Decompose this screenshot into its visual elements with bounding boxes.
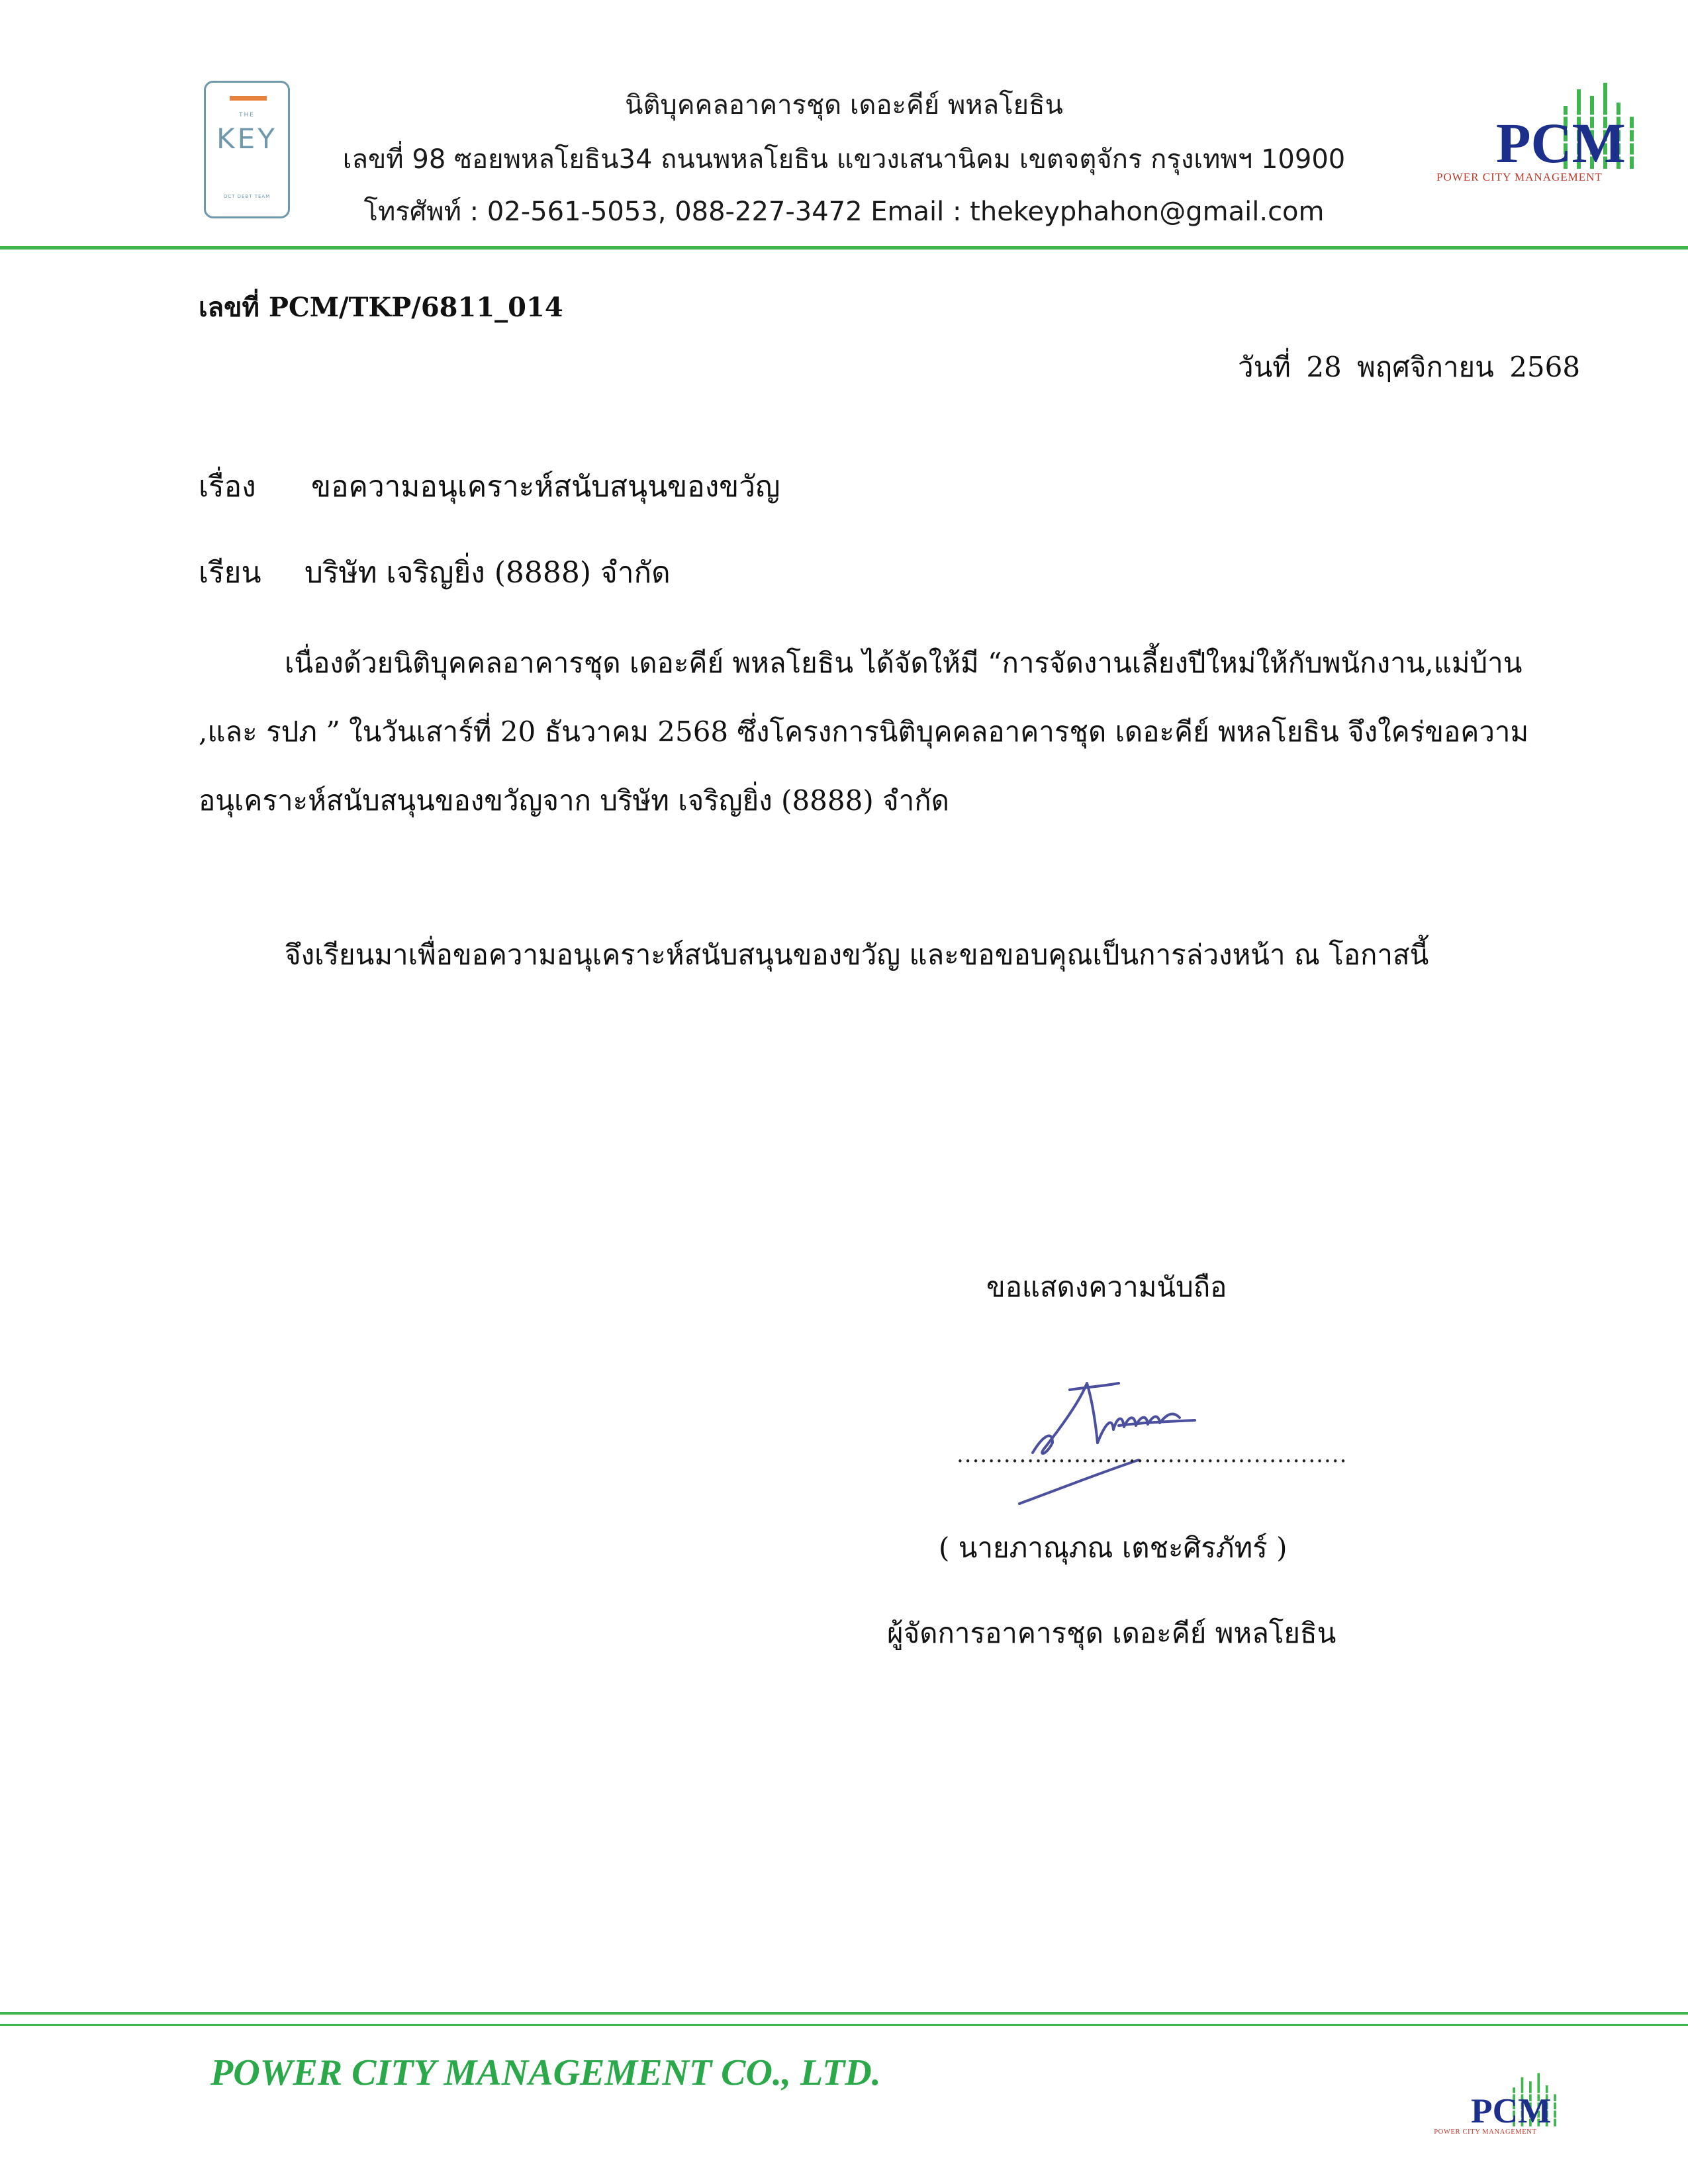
logo-key-text: KEY bbox=[216, 122, 277, 155]
footer-pcm-logo bbox=[1430, 2065, 1566, 2139]
footer-pcm-logo-mark: PCM bbox=[1471, 2090, 1552, 2130]
regards-text: ขอแสดงความนับถือ bbox=[986, 1271, 1227, 1303]
footer-divider-top bbox=[0, 2012, 1688, 2015]
signer-position: ผู้จัดการอาคารชุด เดอะคีย์ พหลโยธิน bbox=[887, 1617, 1336, 1649]
recipient-label: เรียน bbox=[199, 556, 261, 590]
pcm-logo bbox=[1430, 69, 1648, 189]
header-contact: โทรศัพท์ : 02-561-5053, 088-227-3472 Email : thekeyphahon@gmail.com bbox=[363, 197, 1325, 227]
logo-sub-text: OCT DEBT TEAM bbox=[223, 194, 271, 199]
pcm-logo-tagline: POWER CITY MANAGEMENT bbox=[1436, 171, 1603, 183]
subject-text: ขอความอนุเคราะห์สนับสนุนของขวัญ bbox=[311, 470, 780, 504]
signer-name: ( นายภาณุภณ เตชะศิรภัทร์ ) bbox=[939, 1531, 1288, 1564]
footer-company-name: POWER CITY MANAGEMENT CO., LTD. bbox=[211, 2052, 881, 2093]
body-line-2: ,และ รปภ ” ในวันเสาร์ที่ 20 ธันวาคม 2568 ซึ่งโครงการนิติบุคคลอาคารชุด เดอะคีย์ พหลโยธิน จึงใคร่ขอความ bbox=[199, 715, 1529, 748]
body-paragraph bbox=[199, 629, 1575, 835]
handwritten-signature bbox=[1006, 1357, 1258, 1516]
signature-line: .................................................. bbox=[957, 1441, 1348, 1468]
footer-pcm-logo-tagline: POWER CITY MANAGEMENT bbox=[1434, 2128, 1537, 2136]
footer-divider-bottom bbox=[0, 2024, 1688, 2026]
pcm-logo-mark: PCM bbox=[1496, 111, 1626, 175]
reference-number: เลขที่ PCM/TKP/6811_014 bbox=[199, 292, 563, 323]
header-org-name: นิติบุคคลอาคารชุด เดอะคีย์ พหลโยธิน bbox=[625, 90, 1063, 120]
recipient-text: บริษัท เจริญยิ่ง (8888) จำกัด bbox=[305, 556, 671, 590]
logo-the-text: THE bbox=[239, 112, 255, 118]
body-line-1: เนื่องด้วยนิติบุคคลอาคารชุด เดอะคีย์ พหลโยธิน ได้จัดให้มี “การจัดงานเลี้ยงปีใหม่ให้กับพนักงาน,แม่บ้าน bbox=[285, 647, 1523, 679]
letter-date: วันที่ 28 พฤศจิกายน 2568 bbox=[1238, 351, 1581, 383]
subject-label: เรื่อง bbox=[199, 470, 256, 504]
subject-line bbox=[199, 463, 780, 510]
header-divider bbox=[0, 246, 1688, 250]
closing-sentence: จึงเรียนมาเพื่อขอความอนุเคราะห์สนับสนุนของขวัญ และขอขอบคุณเป็นการล่วงหน้า ณ โอกาสนี้ bbox=[285, 938, 1429, 971]
header-address: เลขที่ 98 ซอยพหลโยธิน34 ถนนพหลโยธิน แขวงเสนานิคม เขตจตุจักร กรุงเทพฯ 10900 bbox=[342, 144, 1346, 175]
recipient-line bbox=[199, 549, 671, 596]
body-line-3: อนุเคราะห์สนับสนุนของขวัญจาก บริษัท เจริญยิ่ง (8888) จำกัด bbox=[199, 784, 949, 817]
